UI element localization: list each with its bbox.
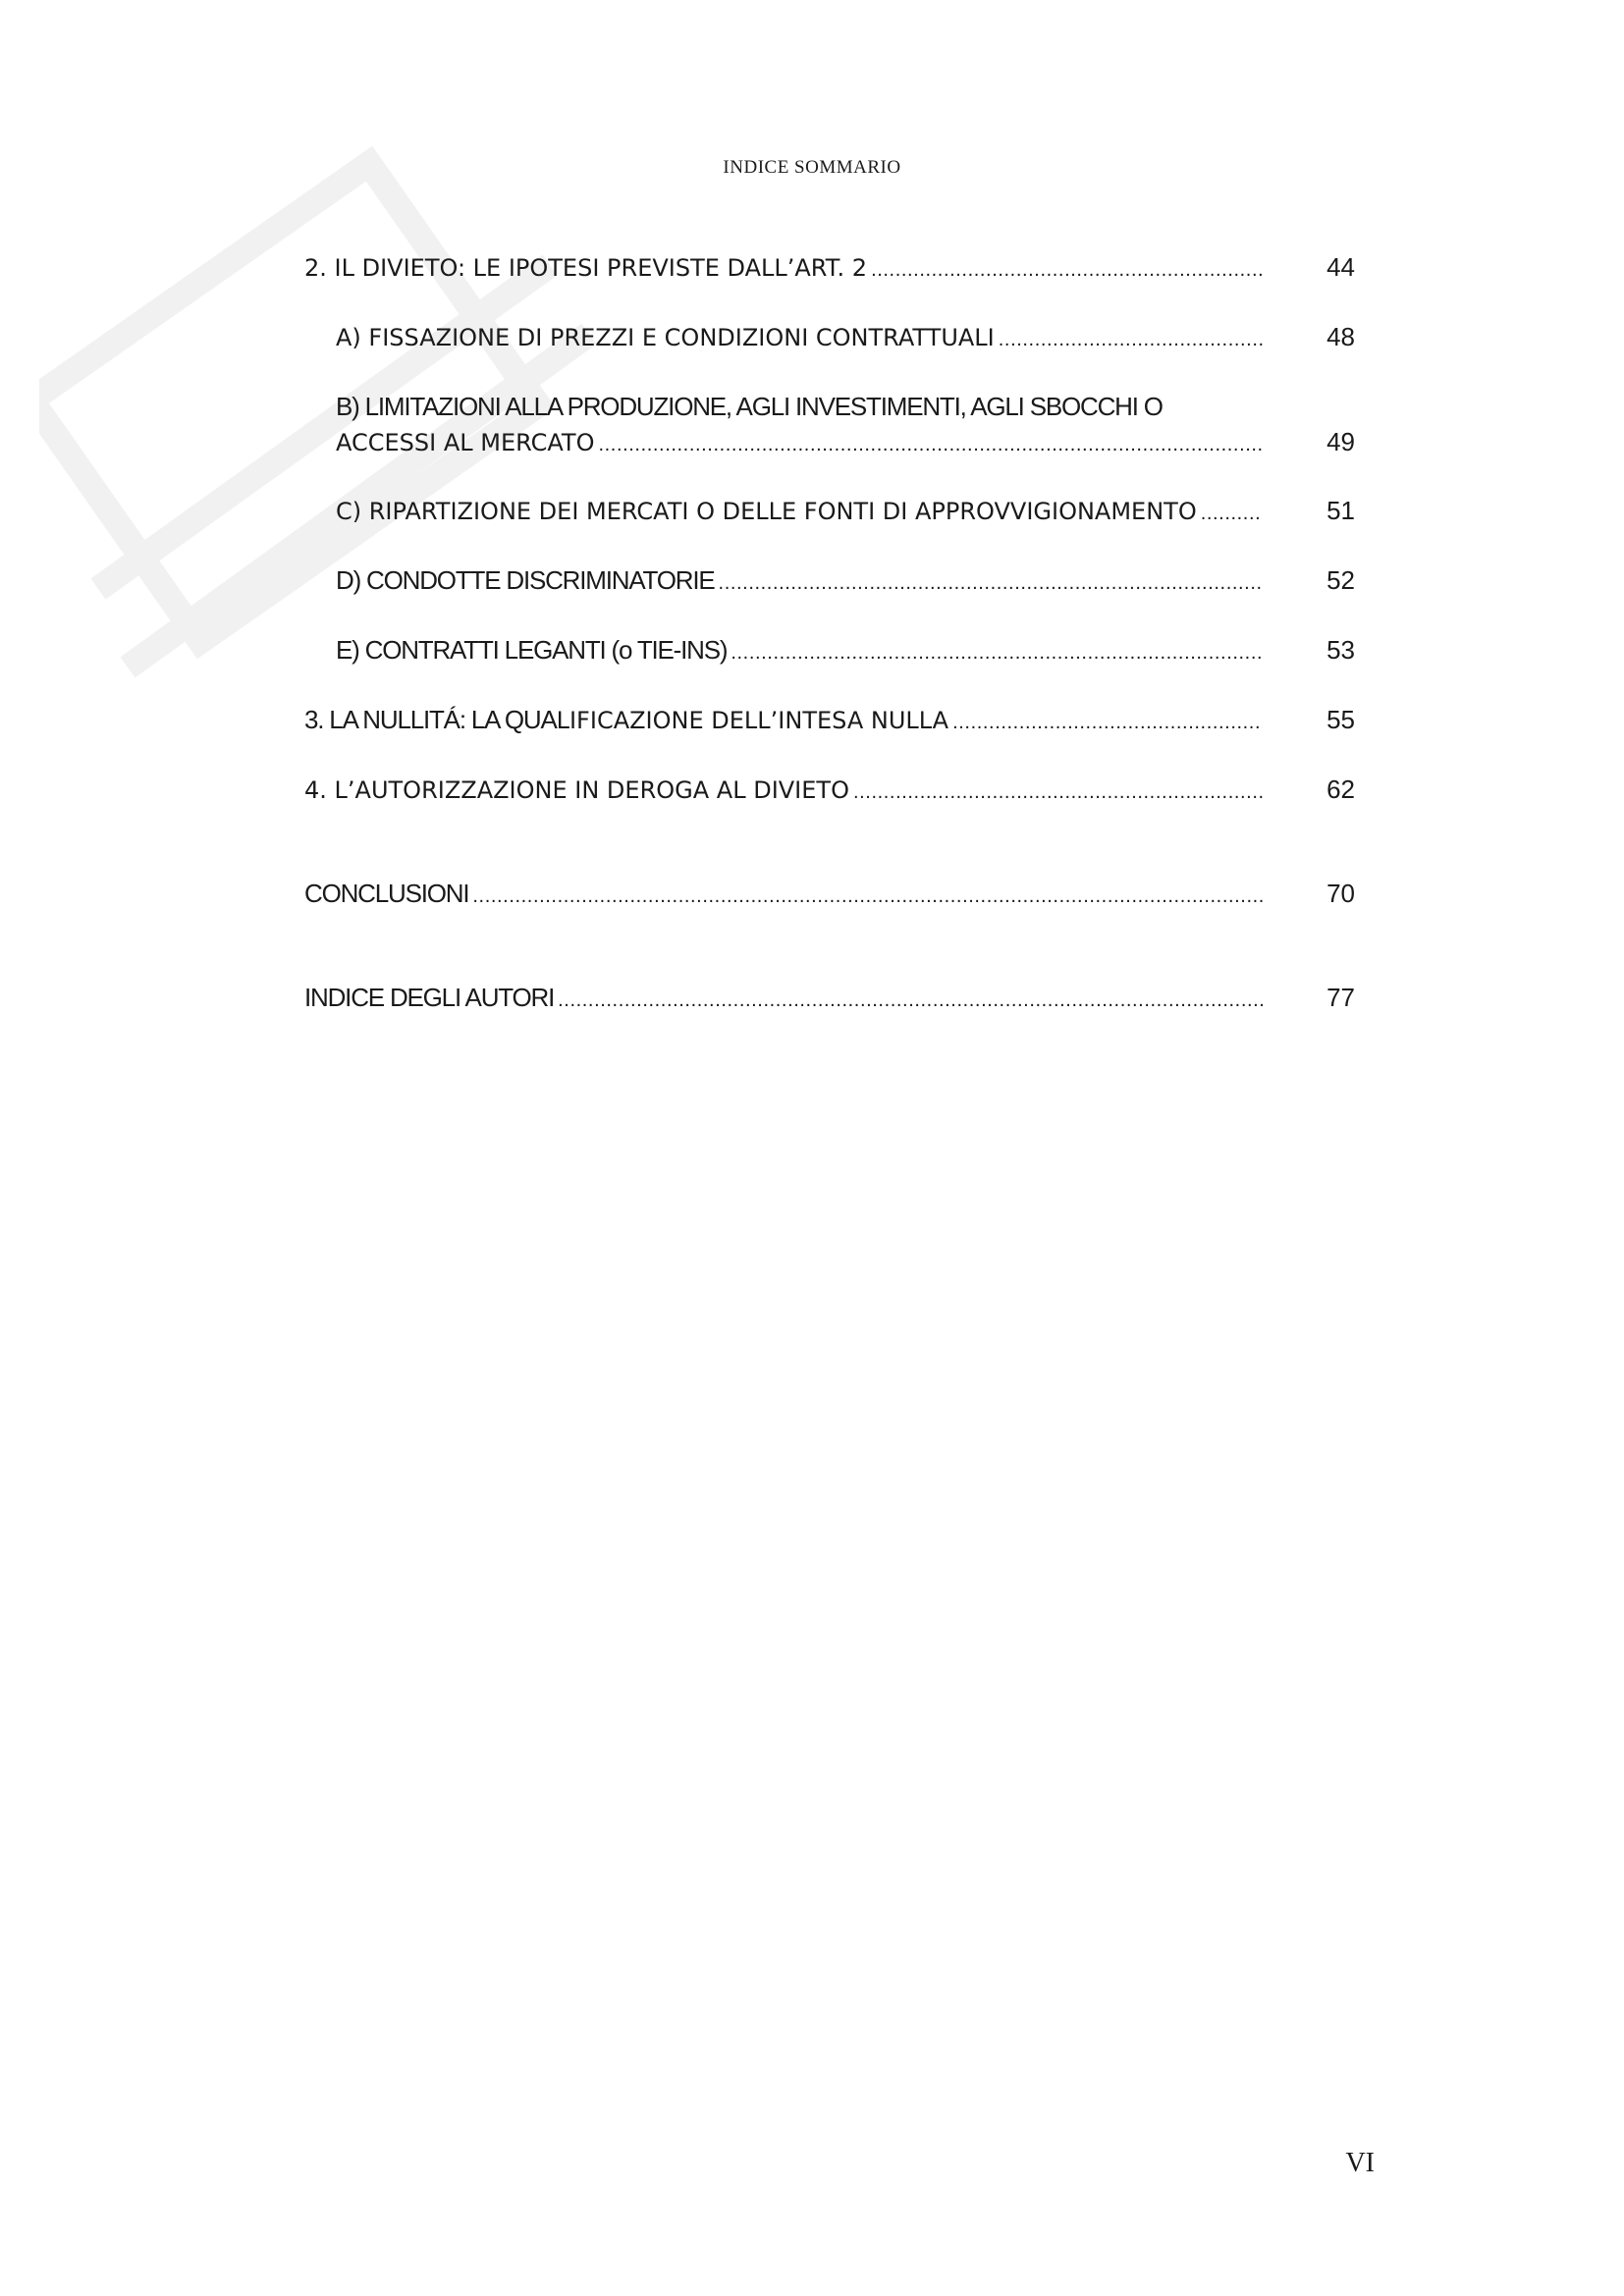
toc-entry-title: C) RIPARTIZIONE DEI MERCATI O DELLE FONTI DI APPROVVIGIONAMENTO xyxy=(336,498,1197,525)
toc-entry[interactable] xyxy=(336,389,1355,459)
dot-leader xyxy=(1201,496,1263,531)
toc-entry-page: 62 xyxy=(1326,774,1355,804)
toc-entry-title: CONCLUSIONI xyxy=(304,879,469,908)
toc-entry[interactable] xyxy=(304,876,1355,911)
toc-entry-page: 44 xyxy=(1326,252,1355,282)
toc-entry[interactable] xyxy=(336,562,1355,598)
toc-entry[interactable] xyxy=(304,249,1355,285)
toc-entry[interactable] xyxy=(336,632,1355,667)
toc-entry-title-part: 3. LA NULLITÁ: LA QUA xyxy=(304,705,557,734)
toc-entry-page: 53 xyxy=(1326,635,1355,665)
toc-entry-title-continued: ACCESSI AL MERCATO xyxy=(336,429,595,456)
dot-leader xyxy=(999,322,1263,357)
toc-entry-page: 48 xyxy=(1326,322,1355,351)
dot-leader xyxy=(952,705,1263,740)
toc-entry-page: 70 xyxy=(1326,879,1355,908)
toc-entry[interactable] xyxy=(304,980,1355,1015)
page-number: VI xyxy=(1345,2148,1375,2178)
toc-entry-page: 77 xyxy=(1326,983,1355,1012)
toc-entry[interactable] xyxy=(304,702,1355,737)
toc-entry-page: 55 xyxy=(1326,705,1355,734)
toc-entry-title: B) LIMITAZIONI ALLA PRODUZIONE, AGLI INVESTIMENTI, AGLI SBOCCHI O xyxy=(336,392,1163,421)
toc-entry[interactable] xyxy=(336,319,1355,354)
running-title: INDICE SOMMARIO xyxy=(723,157,901,178)
toc-entry-title: E) CONTRATTI LEGANTI (o TIE-INS) xyxy=(336,635,728,665)
toc-entry-title xyxy=(304,702,948,738)
dot-leader xyxy=(719,565,1263,601)
toc-entry-page: 49 xyxy=(1326,427,1355,456)
dot-leader xyxy=(472,879,1263,914)
toc-entry-page: 51 xyxy=(1326,496,1355,525)
toc-entry-title: 4. L’AUTORIZZAZIONE IN DEROGA AL DIVIETO xyxy=(304,776,849,804)
dot-leader xyxy=(731,635,1263,670)
toc-entry-title: 2. IL DIVIETO: LE IPOTESI PREVISTE DALL’ART. 2 xyxy=(304,254,868,282)
toc-entry-title: D) CONDOTTE DISCRIMINATORIE xyxy=(336,565,715,595)
toc-entry[interactable] xyxy=(336,493,1355,528)
toc-entry-page: 52 xyxy=(1326,565,1355,595)
dot-leader xyxy=(598,427,1263,462)
dot-leader xyxy=(871,252,1263,288)
toc-entry-title-part: LIFICAZIONE DELL’INTESA NULLA xyxy=(556,707,949,734)
toc-entry[interactable] xyxy=(304,772,1355,807)
dot-leader xyxy=(853,774,1263,810)
toc-entry-title: A) FISSAZIONE DI PREZZI E CONDIZIONI CONTRATTUALI xyxy=(336,324,995,351)
dot-leader xyxy=(558,983,1263,1018)
toc-entry-title: INDICE DEGLI AUTORI xyxy=(304,983,555,1012)
